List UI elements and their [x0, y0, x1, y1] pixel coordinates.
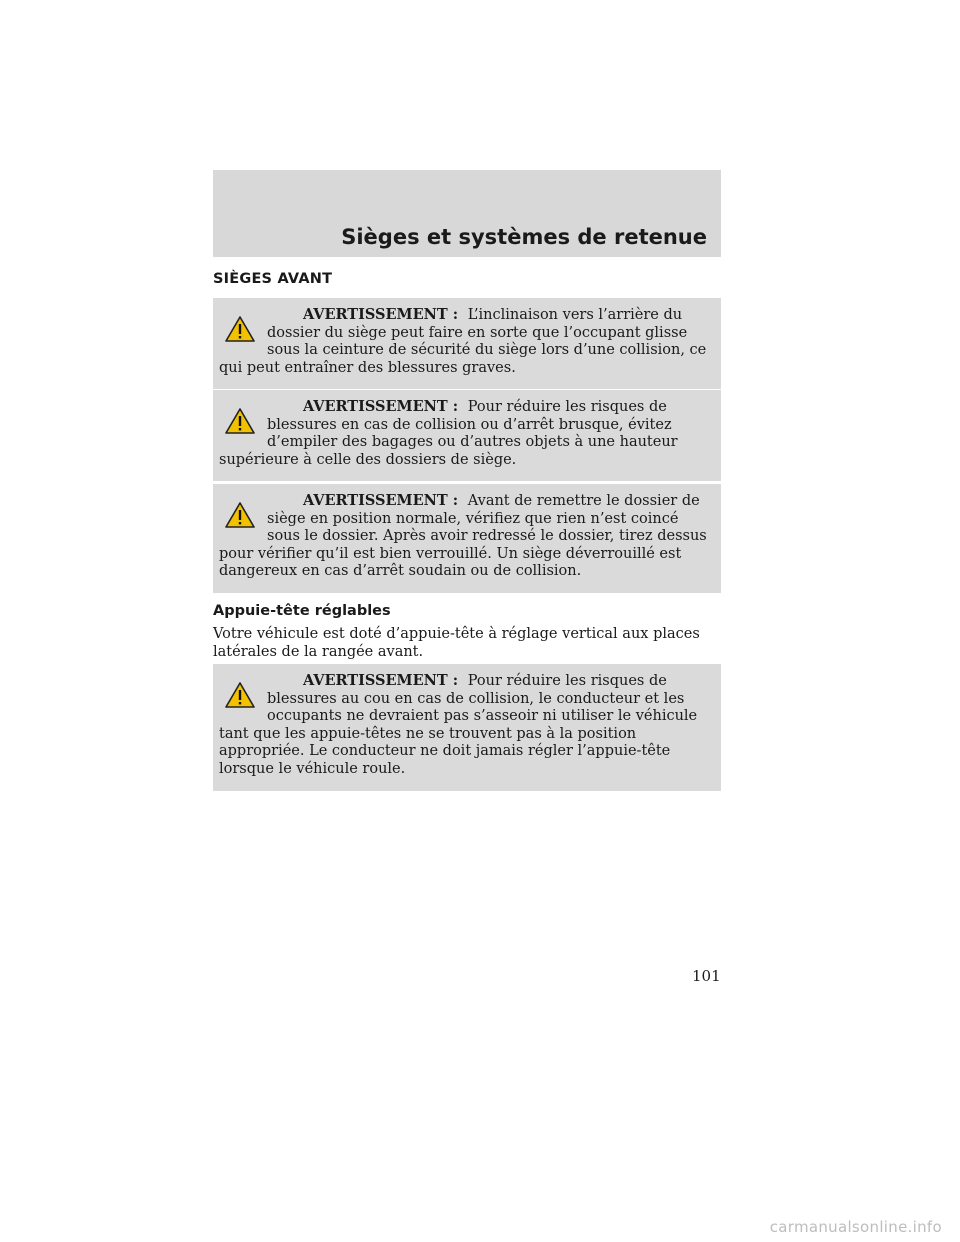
- watermark-link[interactable]: carmanualsonline.info: [769, 1218, 942, 1236]
- chapter-header-band: [213, 170, 721, 257]
- warning-text: Pour réduire les risques de blessures au cou en cas de collision, le conducteur et les occupants ne devraient pas s’asseoir ni utiliser le véhicule tant que les appuie-têtes ne se trouvent pas à la position appropriée. Le conducteur ne doit jamais régler l’appuie-tête lorsque le véhicule roule.: [219, 673, 698, 777]
- warning-label: AVERTISSEMENT :: [303, 306, 464, 323]
- warning-box-4: [213, 664, 721, 791]
- subsection-heading: Appuie-tête réglables: [213, 603, 391, 619]
- warning-text: L’inclinaison vers l’arrière du dossier du siège peut faire en sorte que l’occupant glisse sous la ceinture de sécurité du siège lors d’une collision, ce qui peut entraîner des blessures graves.: [219, 307, 707, 376]
- warning-label: AVERTISSEMENT :: [303, 492, 464, 509]
- warning-text: Pour réduire les risques de blessures en cas de collision ou d’arrêt brusque, évitez d’empiler des bagages ou d’autres objets à une hauteur supérieure à celle des dossiers de siège.: [219, 399, 678, 468]
- warning-triangle-icon: [225, 502, 255, 528]
- warning-triangle-icon: [225, 316, 255, 342]
- warning-label: AVERTISSEMENT :: [303, 398, 464, 415]
- chapter-title: Sièges et systèmes de retenue: [341, 225, 707, 249]
- warning-box-3: [213, 484, 721, 593]
- section-heading: SIÈGES AVANT: [213, 271, 333, 287]
- warning-box-1: [213, 298, 721, 389]
- warning-triangle-icon: [225, 682, 255, 708]
- page-number: 101: [692, 967, 721, 985]
- warning-text: Avant de remettre le dossier de siège en position normale, vérifiez que rien n’est coincé sous le dossier. Après avoir redressé le dossier, tirez dessus pour vérifier qu’il est bien verrouillé. Un siège déverrouillé est dangereux en cas d’arrêt soudain ou de collision.: [219, 493, 707, 580]
- warning-label: AVERTISSEMENT :: [303, 672, 464, 689]
- warning-triangle-icon: [225, 408, 255, 434]
- subsection-body: Votre véhicule est doté d’appuie-tête à réglage vertical aux places latérales de la rangée avant.: [213, 626, 700, 660]
- warning-box-2: [213, 390, 721, 481]
